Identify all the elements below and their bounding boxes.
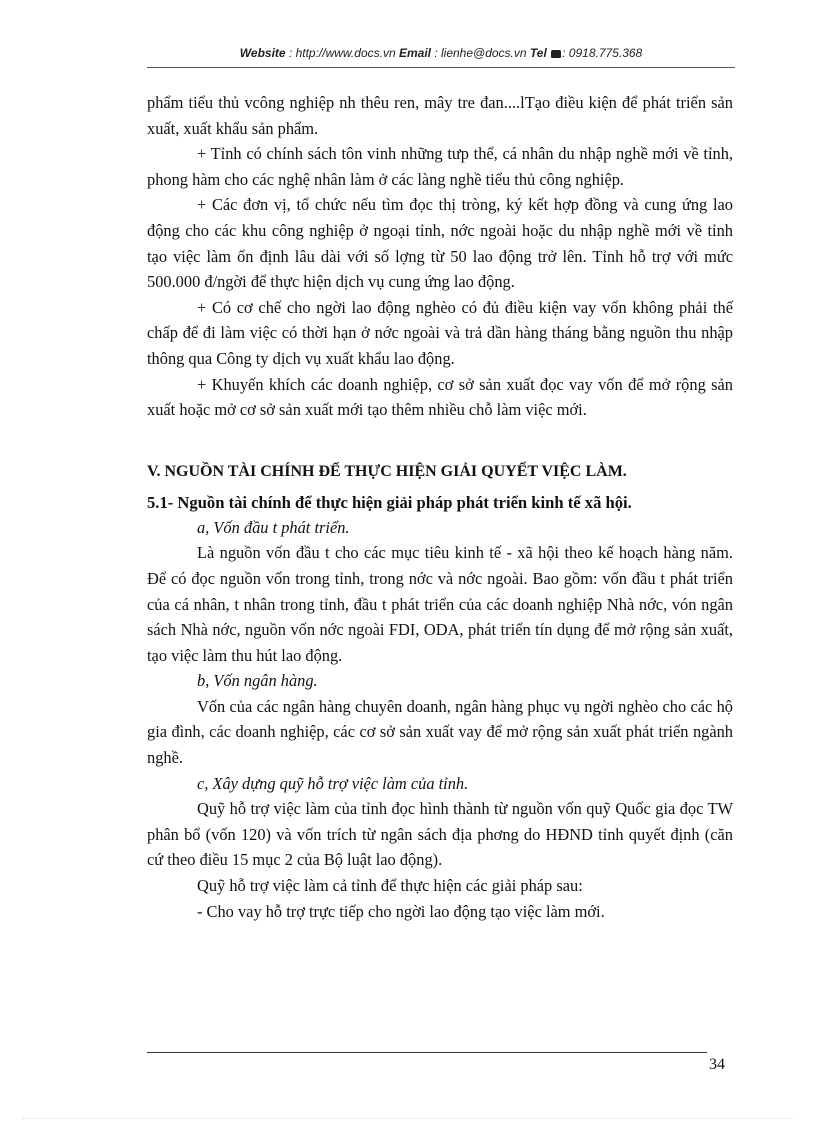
paragraph-5: + Khuyến khích các doanh nghiệp, cơ sở sản xuất đọc vay vốn để mở rộng sản xuất hoặc mở cơ sở sản xuất mới tạo thêm nhiều chỗ làm việc mới. [147,374,733,420]
website-label: Website [239,46,286,60]
subsection-c-text-1: Quỹ hỗ trợ việc làm của tỉnh đọc hình thành từ nguồn vốn quỹ Quốc gia đọc TW phân bổ (vốn 120) và vốn trích từ ngân sách địa phơng do HĐND tỉnh quyết định (căn cứ theo điều 15 mục 2 của Bộ luật lao động). [147,799,733,870]
subsection-b-text: Vốn của các ngân hàng chuyên doanh, ngân hàng phục vụ ngời nghèo cho các hộ gia đình, các doanh nghiệp, các cơ sở sản xuất vay để mở rộng sản xuất phát triển ngành nghề. [147,696,733,768]
paragraph-3: + Các đơn vị, tổ chức nếu tìm đọc thị tròng, ký kết hợp đồng và cung ứng lao động cho các khu công nghiệp ở ngoại tỉnh, nớc ngoài hoặc du nhập nghề mới về tỉnh tạo việc làm ổn định lâu dài với số lợng từ 50 lao động trở lên. Tỉnh hỗ trợ với mức 500.000 đ/ngời để thực hiện dịch vụ cung ứng lao động. [147,195,733,292]
subsection-a-title: a, Vốn đầu t phát triển. [197,517,350,537]
paragraph-1: phẩm tiểu thủ vcông nghiệp nh thêu ren, mây tre đan....lTạo điều kiện để phát triển sản xuất, xuất khẩu sản phẩm. [147,93,733,138]
footer-divider [147,1052,707,1053]
tel-value: : 0918.775.368 [562,46,643,60]
paragraph-2: + Tỉnh có chính sách tôn vinh những tưp thể, cá nhân du nhập nghề mới về tỉnh, phong hàm cho các nghệ nhân làm ở các làng nghề tiểu thủ công nghiệp. [147,144,733,189]
subsection-c-text-2: Quỹ hỗ trợ việc làm cả tỉnh để thực hiện các giải pháp sau: [197,876,583,896]
subsection-a-text: Là nguồn vốn đầu t cho các mục tiêu kinh tế - xã hội theo kế hoạch hàng năm. Để có đọc nguồn vốn trong tỉnh, trong nớc và nớc ngoài. Bao gồm: vốn đầu t phát triển của cá nhân, t nhân trong tỉnh, đầu t phát triển của các doanh nghiệp Nhà nớc, vón ngân sách Nhà nớc, nguồn vốn nớc ngoài FDI, ODA, phát triển tín dụng để mở rộng sản xuất, tạo việc làm thu hút lao động. [147,543,733,665]
page-bottom-border [22,1118,794,1119]
subsection-c-text-3: - Cho vay hỗ trợ trực tiếp cho ngời lao động tạo việc làm mới. [197,901,605,921]
phone-icon [551,50,561,58]
tel-label: Tel [529,46,547,60]
page-number: 34 [709,1056,725,1073]
subsection-c-title: c, Xây dựng quỹ hỗ trợ việc làm của tỉnh. [197,773,469,793]
section-v-heading: V. NGUỒN TÀI CHÍNH ĐỂ THỰC HIỆN GIẢI QUYẾT VIỆC LÀM. [147,462,627,480]
page-header [147,46,735,68]
subsection-b-title: b, Vốn ngân hàng. [197,671,318,691]
header-divider [147,67,735,68]
email-label: Email [398,46,431,60]
page-content [147,90,733,924]
website-value: : http://www.docs.vn [285,46,399,60]
paragraph-4: + Có cơ chế cho ngời lao động nghèo có đủ điều kiện vay vốn không phải thế chấp để đi làm việc có thời hạn ở nớc ngoài và trả dần hàng tháng bằng nguồn thu nhập thông qua Công ty dịch vụ xuất khẩu lao động. [147,297,733,368]
section-5-1-heading: 5.1- Nguồn tài chính để thực hiện giải pháp phát triển kinh tế xã hội. [147,492,632,512]
email-value: : lienhe@docs.vn [430,46,530,60]
